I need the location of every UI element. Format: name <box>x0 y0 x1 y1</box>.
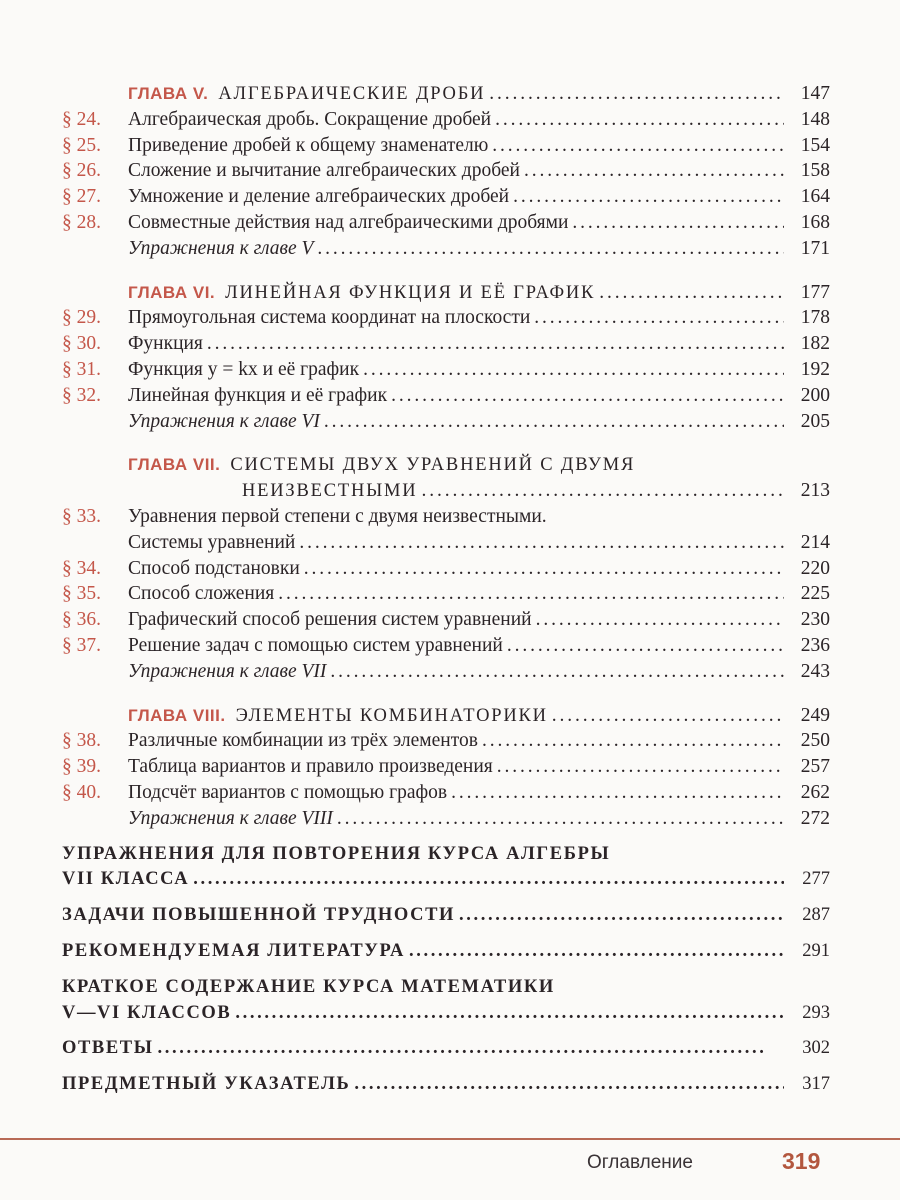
entry-title-leader <box>128 556 784 582</box>
page-number[interactable]: 291 <box>802 940 830 961</box>
section-number: § 25. <box>62 134 101 156</box>
chapter-block <box>62 452 830 684</box>
entry-title-leader <box>128 728 784 754</box>
section-number: § 36. <box>62 609 101 631</box>
section-number: § 32. <box>62 384 101 406</box>
page-number[interactable]: 205 <box>800 410 830 432</box>
chapter-label: ГЛАВА V. <box>128 84 209 103</box>
back-matter-row[interactable] <box>62 1001 830 1027</box>
chapter-label: ГЛАВА VIII. <box>128 705 226 725</box>
entry-title-leader <box>128 210 784 236</box>
entry-title: Совместные действия над алгебраическими дробями <box>128 211 569 233</box>
back-matter-row[interactable] <box>62 1036 830 1062</box>
back-matter-entry <box>62 1036 830 1062</box>
entry-title: ЭЛЕМЕНТЫ КОМБИНАТОРИКИ <box>235 705 548 726</box>
section-entry[interactable] <box>62 754 830 780</box>
section-number: § 24. <box>62 108 101 130</box>
entry-title-leader <box>128 305 784 331</box>
back-matter-row[interactable] <box>62 842 830 868</box>
page-number[interactable]: 250 <box>800 730 830 752</box>
entry-title: Графический способ решения систем уравнений <box>128 609 532 631</box>
entry-title-leader <box>128 633 784 659</box>
entry-title-leader <box>128 530 784 556</box>
back-matter-row[interactable] <box>62 939 830 965</box>
entry-title-leader <box>128 780 784 806</box>
section-number: § 38. <box>62 730 101 752</box>
entry-title-leader <box>128 754 784 780</box>
page-number[interactable]: 171 <box>800 237 830 259</box>
entry-title-leader <box>128 581 784 607</box>
chapter-label: ГЛАВА VI. <box>128 282 216 302</box>
back-matter-entry <box>62 903 830 929</box>
entry-title: Таблица вариантов и правило произведения <box>128 756 493 778</box>
entry-title: Умножение и деление алгебраических дробей <box>128 186 510 208</box>
entry-title: VII КЛАССА <box>62 869 190 890</box>
page-number[interactable]: 164 <box>800 186 830 208</box>
section-entry[interactable] <box>62 331 830 357</box>
entry-title-leader <box>128 659 784 685</box>
entry-title-leader <box>128 357 784 383</box>
section-entry[interactable] <box>62 383 830 409</box>
chapter-heading[interactable] <box>62 452 830 478</box>
chapter-heading[interactable] <box>62 703 830 729</box>
page-number[interactable]: 236 <box>800 634 830 656</box>
entry-title-leader <box>128 133 784 159</box>
entry-title: НЕИЗВЕСТНЫМИ <box>242 481 418 502</box>
entry-title: АЛГЕБРАИЧЕСКИЕ ДРОБИ <box>218 84 486 104</box>
page-number[interactable]: 182 <box>800 333 830 355</box>
section-number: § 26. <box>62 160 101 182</box>
entry-title-leader <box>128 504 830 530</box>
entry-title-leader <box>62 975 830 1001</box>
entry-title-leader <box>62 939 784 965</box>
entry-title: Сложение и вычитание алгебраических дробей <box>128 160 520 182</box>
back-matter-row[interactable] <box>62 903 830 929</box>
back-matter-entry <box>62 842 830 894</box>
entry-title-leader <box>128 806 784 832</box>
entry-title-leader <box>128 236 784 262</box>
section-entry[interactable] <box>62 357 830 383</box>
entry-title: Упражнения к главе VIII <box>128 807 333 829</box>
page-number[interactable]: 154 <box>800 134 830 156</box>
page-number[interactable]: 177 <box>800 281 830 303</box>
exercises-entry[interactable] <box>62 236 830 262</box>
footer-divider <box>0 1138 900 1140</box>
section-number: § 27. <box>62 186 101 208</box>
chapter-block <box>62 280 830 435</box>
page-number[interactable]: 249 <box>800 704 830 726</box>
back-matter-row[interactable] <box>62 867 830 893</box>
page-number[interactable]: 225 <box>800 583 830 605</box>
section-entry[interactable] <box>62 556 830 582</box>
page-number[interactable]: 277 <box>802 869 830 890</box>
entry-title-leader <box>242 478 784 505</box>
page-number[interactable]: 230 <box>800 609 830 631</box>
back-matter-row[interactable] <box>62 1072 830 1098</box>
entry-title: ОТВЕТЫ <box>62 1038 154 1059</box>
entry-title: Функция y = kx и её график <box>128 358 360 380</box>
entry-title-leader <box>62 867 784 893</box>
entry-title: V—VI КЛАССОВ <box>62 1002 232 1023</box>
entry-title-leader <box>62 1036 784 1062</box>
section-number: § 40. <box>62 781 101 803</box>
entry-title-leader <box>128 331 784 357</box>
section-number: § 33. <box>62 505 101 527</box>
section-entry[interactable] <box>62 780 830 806</box>
back-matter-entry <box>62 975 830 1027</box>
entry-title: УПРАЖНЕНИЯ ДЛЯ ПОВТОРЕНИЯ КУРСА АЛГЕБРЫ <box>62 843 611 864</box>
page-number[interactable]: 287 <box>802 905 830 926</box>
entry-title: Алгебраическая дробь. Сокращение дробей <box>128 108 492 130</box>
exercises-entry[interactable] <box>62 806 830 832</box>
chapter-heading[interactable] <box>62 478 830 504</box>
page-number[interactable]: 220 <box>800 557 830 579</box>
page-number[interactable]: 214 <box>800 531 830 553</box>
page-number[interactable]: 148 <box>800 108 830 130</box>
page-number[interactable]: 147 <box>800 83 830 104</box>
section-number: § 34. <box>62 557 101 579</box>
section-entry[interactable] <box>62 633 830 659</box>
entry-title: Упражнения к главе VI <box>128 410 320 432</box>
chapter-block <box>62 81 830 262</box>
entry-title: Линейная функция и её график <box>128 384 388 406</box>
entry-title: Способ сложения <box>128 583 275 605</box>
chapter-heading[interactable] <box>62 280 830 306</box>
page-number[interactable]: 317 <box>802 1074 830 1095</box>
page-number[interactable]: 178 <box>800 307 830 329</box>
entry-title-leader <box>62 842 830 868</box>
page-number[interactable]: 243 <box>800 660 830 682</box>
footer-section-title: Оглавление <box>587 1152 693 1173</box>
entry-title: Решение задач с помощью систем уравнений <box>128 634 503 656</box>
entry-title-leader <box>128 409 784 435</box>
section-entry[interactable] <box>62 581 830 607</box>
entry-title: ЛИНЕЙНАЯ ФУНКЦИЯ И ЕЁ ГРАФИК <box>225 282 596 303</box>
page-number[interactable]: 213 <box>800 480 830 502</box>
entry-title-leader <box>128 703 784 730</box>
entry-title-leader <box>128 280 784 307</box>
entry-title: Упражнения к главе VII <box>128 660 327 682</box>
section-number: § 30. <box>62 333 101 355</box>
section-entry[interactable] <box>62 158 830 184</box>
page-number[interactable]: 272 <box>800 807 830 829</box>
section-entry[interactable] <box>62 504 830 530</box>
entry-title-leader <box>128 158 784 184</box>
section-number: § 37. <box>62 634 101 656</box>
section-entry[interactable] <box>62 107 830 133</box>
section-entry[interactable] <box>62 210 830 236</box>
page-number[interactable]: 192 <box>800 358 830 380</box>
section-entry[interactable] <box>62 184 830 210</box>
section-entry[interactable] <box>62 133 830 159</box>
section-number: § 31. <box>62 358 101 380</box>
entry-title-leader <box>128 184 784 210</box>
entry-title-leader <box>62 903 784 929</box>
section-entry[interactable] <box>62 728 830 754</box>
chapter-label: ГЛАВА VII. <box>128 455 221 475</box>
page-number[interactable]: 293 <box>802 1002 830 1023</box>
entry-title-leader <box>128 607 784 633</box>
entry-title: РЕКОМЕНДУЕМАЯ ЛИТЕРАТУРА <box>62 940 405 961</box>
footer-page-number: 319 <box>782 1148 821 1174</box>
section-entry[interactable] <box>62 530 830 556</box>
exercises-entry[interactable] <box>62 659 830 685</box>
entry-title: СИСТЕМЫ ДВУХ УРАВНЕНИЙ С ДВУМЯ <box>230 455 636 476</box>
entry-title: КРАТКОЕ СОДЕРЖАНИЕ КУРСА МАТЕМАТИКИ <box>62 976 555 997</box>
entry-title: Системы уравнений <box>128 531 296 553</box>
page-number[interactable]: 158 <box>800 160 830 182</box>
entry-title: Приведение дробей к общему знаменателю <box>128 134 489 156</box>
exercises-entry[interactable] <box>62 409 830 435</box>
chapter-heading[interactable] <box>62 81 830 107</box>
entry-title-leader <box>62 1072 784 1098</box>
page-number[interactable]: 200 <box>800 384 830 406</box>
back-matter-entry <box>62 939 830 965</box>
entry-title: Различные комбинации из трёх элементов <box>128 730 478 752</box>
table-of-contents <box>62 81 830 1098</box>
page-number[interactable]: 262 <box>800 781 830 803</box>
section-entry[interactable] <box>62 607 830 633</box>
entry-title: Упражнения к главе V <box>128 237 314 259</box>
section-number: § 29. <box>62 307 101 329</box>
page-number[interactable]: 168 <box>800 211 830 233</box>
entry-title: Уравнения первой степени с двумя неизвестными. <box>128 505 547 527</box>
entry-title-leader <box>128 107 784 133</box>
back-matter-row[interactable] <box>62 975 830 1001</box>
entry-title: ЗАДАЧИ ПОВЫШЕННОЙ ТРУДНОСТИ <box>62 905 456 926</box>
section-number: § 28. <box>62 211 101 233</box>
entry-title: Подсчёт вариантов с помощью графов <box>128 781 448 803</box>
page-number[interactable]: 257 <box>800 756 830 778</box>
back-matter-entry <box>62 1072 830 1098</box>
entry-title-leader <box>62 1001 784 1027</box>
section-number: § 39. <box>62 756 101 778</box>
entry-title: Прямоугольная система координат на плоскости <box>128 307 531 329</box>
section-number: § 35. <box>62 583 101 605</box>
entry-title-leader <box>128 81 784 108</box>
entry-title: ПРЕДМЕТНЫЙ УКАЗАТЕЛЬ <box>62 1074 351 1095</box>
entry-title: Функция <box>128 333 203 355</box>
entry-title-leader <box>128 452 830 479</box>
entry-title-leader <box>128 383 784 409</box>
entry-title: Способ подстановки <box>128 557 300 579</box>
section-entry[interactable] <box>62 305 830 331</box>
page-number[interactable]: 302 <box>802 1038 830 1059</box>
chapter-block <box>62 703 830 832</box>
